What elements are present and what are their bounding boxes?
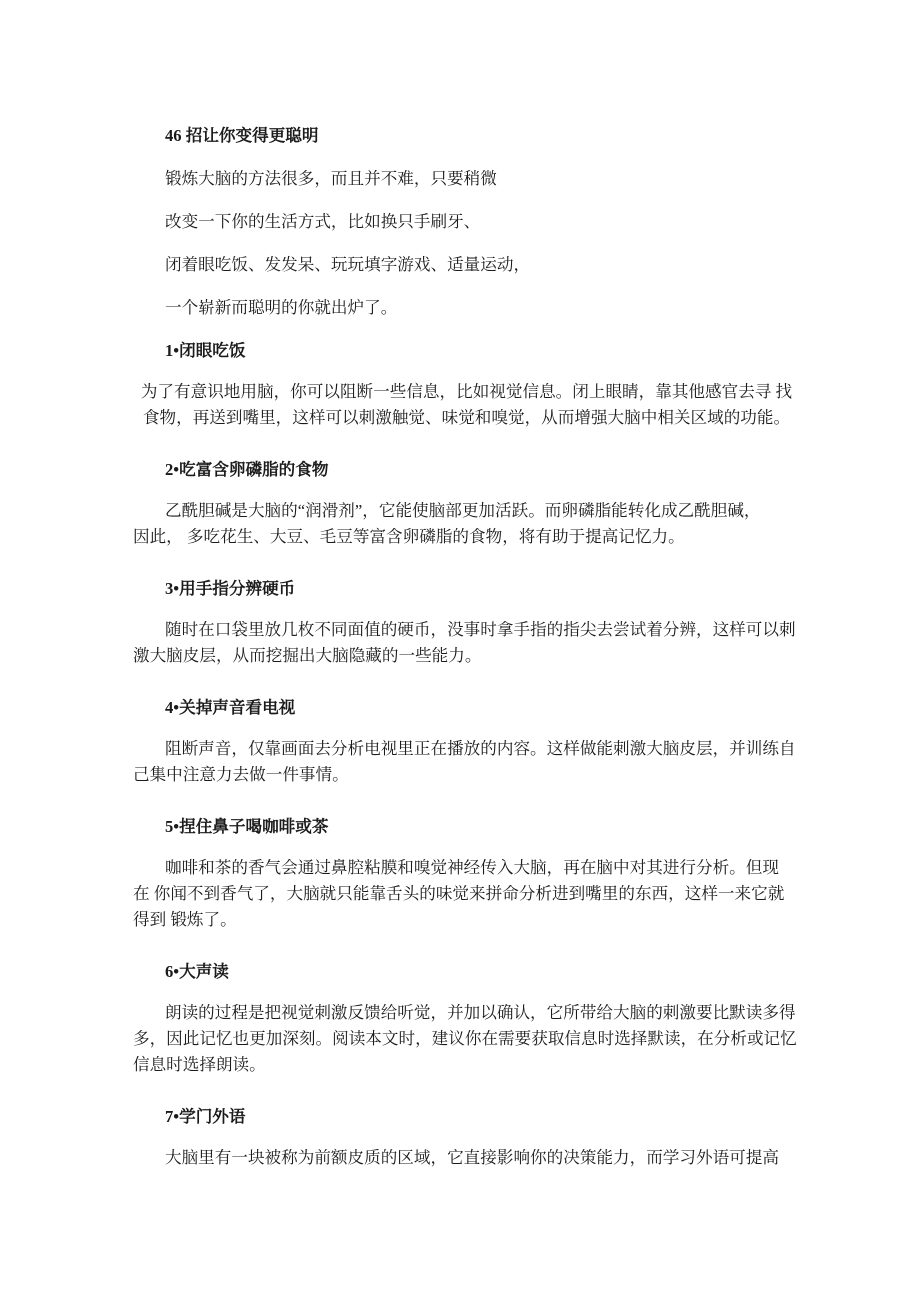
section — [133, 695, 800, 788]
section-heading: 3•用手指分辨硬币 — [165, 579, 296, 598]
sections — [133, 338, 800, 1171]
intro-line: 锻炼大脑的方法很多，而且并不难，只要稍微 — [165, 169, 497, 188]
body-line: 咖啡和茶的香气会通过鼻腔粘膜和嗅觉神经传入大脑，再在脑中对其进行分析。但现 — [165, 858, 779, 877]
body-line: 己集中注意力去做一件事情。 — [133, 765, 349, 784]
section-body — [133, 1000, 800, 1078]
body-line: 食物，再送到嘴里，这样可以刺激触觉、味觉和嗅觉，从而增强大脑中相关区域的功能。 — [142, 408, 791, 427]
section — [133, 338, 800, 431]
section-heading: 5•捏住鼻子喝咖啡或茶 — [165, 817, 329, 836]
intro-paragraphs — [133, 166, 800, 321]
body-line: 为了有意识地用脑，你可以阻断一些信息，比如视觉信息。闭上眼睛，靠其他感官去寻 找 — [140, 382, 793, 401]
body-line: 信息时选择朗读。 — [133, 1055, 266, 1074]
body-line: 因此， 多吃花生、大豆、毛豆等富含卵磷脂的食物，将有助于提高记忆力。 — [133, 527, 685, 546]
section — [133, 576, 800, 669]
section-body — [133, 617, 800, 669]
intro-line: 闭着眼吃饭、发发呆、玩玩填字游戏、适量运动， — [165, 255, 531, 274]
section-body — [133, 498, 800, 550]
intro-line: 一个崭新而聪明的你就出炉了。 — [165, 298, 398, 317]
body-line: 随时在口袋里放几枚不同面值的硬币，没事时拿手指的指尖去尝试着分辨，这样可以刺 — [165, 620, 796, 639]
body-line: 朗读的过程是把视觉刺激反馈给听觉，并加以确认，它所带给大脑的刺激要比默读多得 — [165, 1003, 796, 1022]
section — [133, 1104, 800, 1171]
section-body — [133, 855, 800, 933]
body-line: 乙酰胆碱是大脑的“润滑剂”，它能使脑部更加活跃。而卵磷脂能转化成乙酰胆碱， — [165, 501, 761, 520]
section — [133, 814, 800, 933]
section-body — [133, 379, 800, 431]
section-heading: 4•关掉声音看电视 — [165, 698, 296, 717]
body-line: 得到 锻炼了。 — [133, 910, 237, 929]
body-line: 大脑里有一块被称为前额皮质的区域，它直接影响你的决策能力，而学习外语可提高 — [165, 1148, 779, 1167]
document-title: 46 招让你变得更聪明 — [165, 126, 319, 145]
intro-line: 改变一下你的生活方式，比如换只手刷牙、 — [165, 212, 481, 231]
section-heading: 1•闭眼吃饭 — [165, 341, 246, 360]
body-line: 在 你闻不到香气了，大脑就只能靠舌头的味觉来拼命分析进到嘴里的东西，这样一来它就 — [133, 884, 785, 903]
section — [133, 959, 800, 1078]
section-body — [133, 736, 800, 788]
body-line: 阻断声音，仅靠画面去分析电视里正在播放的内容。这样做能刺激大脑皮层，并训练自 — [165, 739, 796, 758]
body-line: 多，因此记忆也更加深刻。阅读本文时，建议你在需要获取信息时选择默读，在分析或记忆 — [133, 1029, 797, 1048]
section-body — [133, 1145, 800, 1171]
section-heading: 7•学门外语 — [165, 1107, 246, 1126]
section-heading: 6•大声读 — [165, 962, 229, 981]
body-line: 激大脑皮层，从而挖掘出大脑隐藏的一些能力。 — [133, 646, 482, 665]
section — [133, 457, 800, 550]
section-heading: 2•吃富含卵磷脂的食物 — [165, 460, 329, 479]
